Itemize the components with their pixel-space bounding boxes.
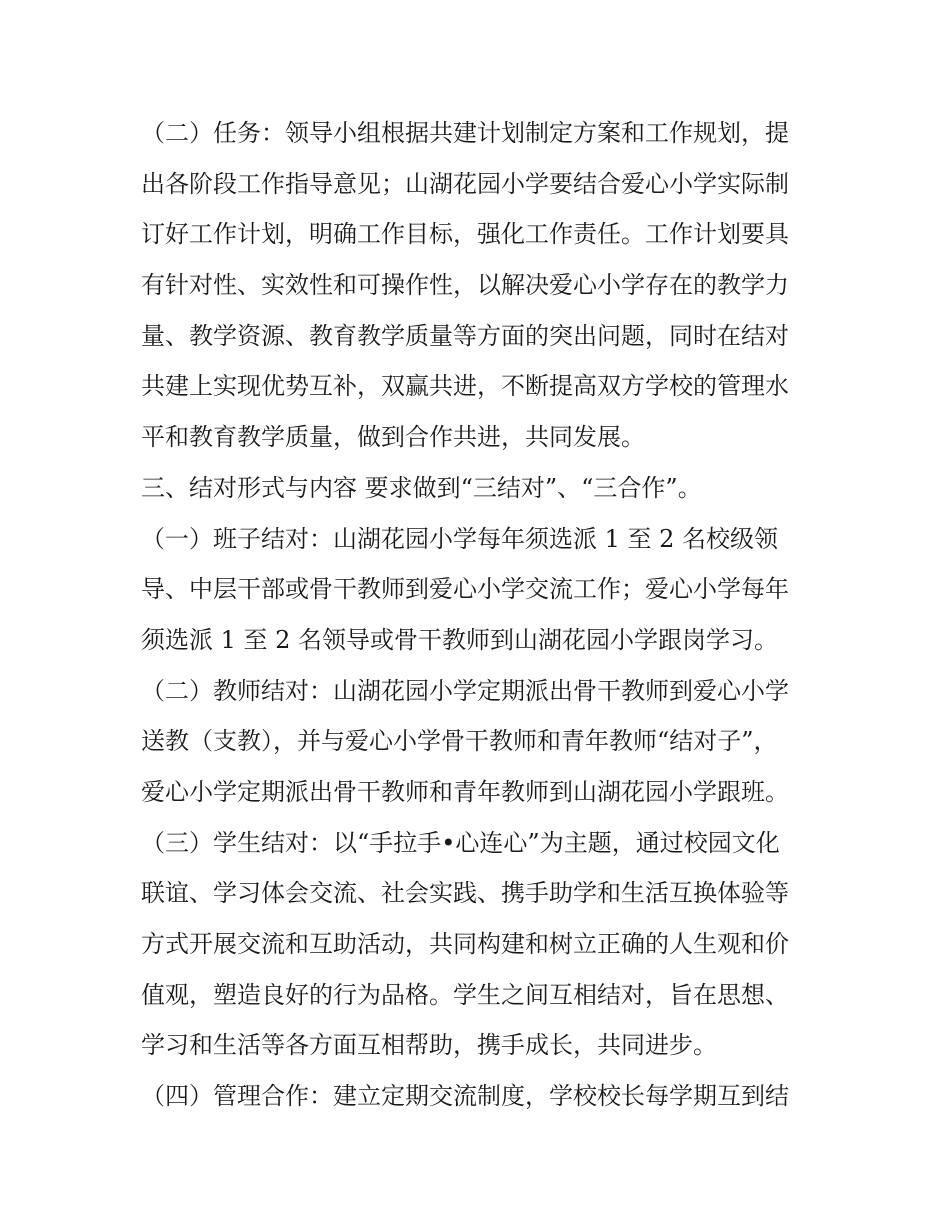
text-line: （二）任务：领导小组根据共建计划制定方案和工作规划，提 [141,119,789,147]
section-heading [141,463,821,514]
text-line: 平和教育教学质量，做到合作共进，共同发展。 [141,423,645,452]
text-line: （二）教师结对：山湖花园小学定期派出骨干教师到爱心小学 [141,676,789,705]
document-body [141,108,821,1122]
text-line: （一）班子结对：山湖花园小学每年须选派 1 至 2 名校级领 [141,524,779,553]
text-line: 三、结对形式与内容 要求做到“三结对”、“三合作”。 [141,473,702,502]
text-line: 量、教学资源、教育教学质量等方面的突出问题，同时在结对 [141,321,789,350]
text-line: 导、中层干部或骨干教师到爱心小学交流工作；爱心小学每年 [141,575,789,604]
text-line: 出各阶段工作指导意见；山湖花园小学要结合爱心小学实际制 [141,169,789,198]
text-line: 送教（支教），并与爱心小学骨干教师和青年教师“结对子”， [141,727,778,756]
paragraph-leadership-pairing [141,514,821,666]
text-line: 方式开展交流和互助活动，共同构建和树立正确的人生观和价 [141,930,789,958]
text-line: 值观，塑造良好的行为品格。学生之间互相结对，旨在思想、 [141,980,789,1009]
text-line: 联谊、学习体会交流、社会实践、携手助学和生活互换体验等 [141,879,789,908]
text-line: 共建上实现优势互补，双赢共进，不断提高双方学校的管理水 [141,372,789,401]
paragraph-management-cooperation [141,1071,821,1122]
text-line: 学习和生活等各方面互相帮助，携手成长，共同进步。 [141,1031,717,1060]
text-line: （四）管理合作：建立定期交流制度，学校校长每学期互到结 [141,1082,789,1111]
text-line: 有针对性、实效性和可操作性，以解决爱心小学存在的教学力 [141,271,789,300]
paragraph-teacher-pairing [141,666,821,818]
text-line: （三）学生结对：以“手拉手•心连心”为主题，通过校园文化 [141,828,780,857]
paragraph-task [141,108,821,463]
text-line: 订好工作计划，明确工作目标，强化工作责任。工作计划要具 [141,220,789,249]
text-line: 须选派 1 至 2 名领导或骨干教师到山湖花园小学跟岗学习。 [141,625,779,654]
paragraph-student-pairing [141,818,821,1071]
text-line: 爱心小学定期派出骨干教师和青年教师到山湖花园小学跟班。 [141,777,789,806]
